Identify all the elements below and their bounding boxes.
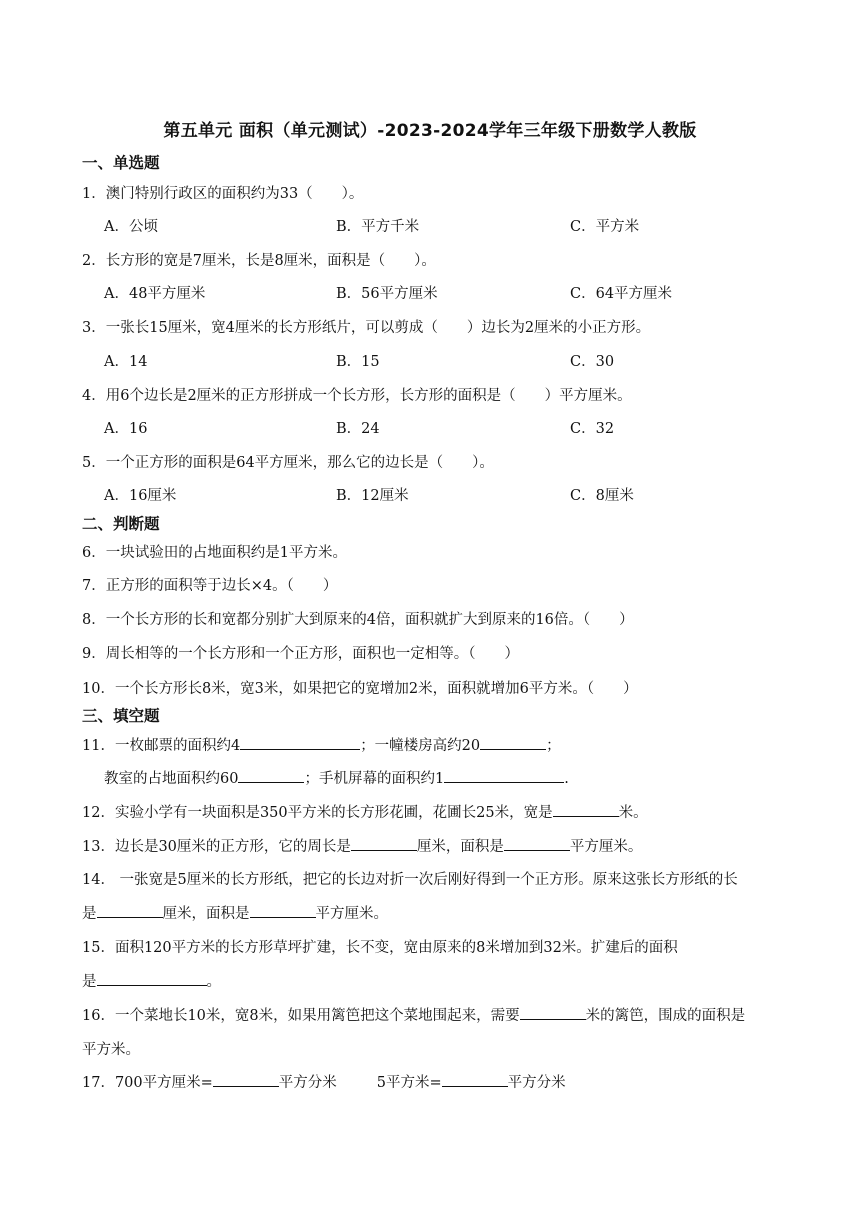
question-15-text: 。: [206, 974, 221, 990]
question-7: 7．正方形的面积等于边长×4。（ ）: [82, 578, 338, 594]
section-heading-judge: 二、判断题: [82, 515, 160, 533]
option-a: A．14: [104, 354, 148, 370]
answer-blank[interactable]: [213, 1071, 279, 1087]
question-16-line-2: 平方米。: [82, 1042, 140, 1058]
option-b: B．平方千米: [336, 219, 420, 235]
question-11-line-1: [82, 734, 561, 755]
section-heading-fill: 三、填空题: [82, 707, 160, 725]
question-8: 8．一个长方形的长和宽都分别扩大到原来的4倍，面积就扩大到原来的16倍。（ ）: [82, 612, 634, 628]
question-4-options: [104, 417, 804, 437]
question-11-text: 教室的占地面积约60: [104, 771, 239, 787]
question-16-text: 16．一个菜地长10米，宽8米，如果用篱笆把这个菜地围起来，需要: [82, 1008, 520, 1024]
answer-blank[interactable]: [444, 767, 564, 783]
option-a: A．16: [104, 421, 148, 437]
answer-blank[interactable]: [240, 734, 360, 750]
question-11-text: ；手机屏幕的面积约1: [304, 771, 445, 787]
question-3-options: [104, 350, 804, 370]
question-1-options: [104, 215, 804, 235]
question-4: 4．用6个边长是2厘米的正方形拼成一个长方形，长方形的面积是（ ）平方厘米。: [82, 388, 632, 404]
question-15-line-1: 15．面积120平方米的长方形草坪扩建，长不变，宽由原来的8米增加到32米。扩建后的面积: [82, 940, 678, 956]
question-1: 1．澳门特别行政区的面积约为33（ ）。: [82, 186, 364, 202]
question-15-text: 是: [82, 974, 97, 990]
answer-blank[interactable]: [97, 970, 207, 986]
question-2: 2．长方形的宽是7厘米，长是8厘米，面积是（ ）。: [82, 253, 436, 269]
question-16-line-1: [82, 1004, 745, 1025]
question-14-text: 是: [82, 906, 97, 922]
question-14-line-2: [82, 902, 388, 923]
option-c: C．32: [570, 421, 615, 437]
option-b: B．12厘米: [336, 488, 409, 504]
option-c: C．平方米: [570, 219, 640, 235]
answer-blank[interactable]: [442, 1071, 508, 1087]
question-11-text: ；一幢楼房高约20: [360, 738, 481, 754]
option-b: B．15: [336, 354, 380, 370]
question-11-line-2: [104, 767, 569, 788]
page-title: 第五单元 面积（单元测试）-2023-2024学年三年级下册数学人教版: [163, 121, 697, 141]
question-10: 10．一个长方形长8米，宽3米，如果把它的宽增加2米，面积就增加6平方米。（ ）: [82, 681, 638, 697]
question-11-text: ；: [546, 738, 561, 754]
answer-blank[interactable]: [553, 801, 619, 817]
question-16-text: 米的篱笆，围成的面积是: [585, 1008, 746, 1024]
option-a: A．48平方厘米: [104, 286, 206, 302]
question-17-text: 5平方米=: [376, 1075, 442, 1091]
question-12-text: 12．实验小学有一块面积是350平方米的长方形花圃，花圃长25米，宽是: [82, 805, 553, 821]
question-17-text: 平方分米: [507, 1075, 566, 1091]
question-5: 5．一个正方形的面积是64平方厘米，那么它的边长是（ ）。: [82, 455, 494, 471]
answer-blank[interactable]: [351, 835, 417, 851]
answer-blank[interactable]: [250, 902, 316, 918]
question-3: 3．一张长15厘米，宽4厘米的长方形纸片，可以剪成（ ）边长为2厘米的小正方形。: [82, 320, 651, 336]
option-a: A．公顷: [104, 219, 158, 235]
option-c: C．64平方厘米: [570, 286, 673, 302]
option-b: B．24: [336, 421, 380, 437]
question-11-text: .: [564, 771, 569, 787]
question-5-options: [104, 484, 804, 504]
option-a: A．16厘米: [104, 488, 177, 504]
question-14-text: 平方厘米。: [315, 906, 388, 922]
question-14-text: 厘米，面积是: [162, 906, 250, 922]
question-15-line-2: [82, 970, 221, 991]
question-14-line-1: 14． 一张宽是5厘米的长方形纸，把它的长边对折一次后刚好得到一个正方形。原来这张长方形纸的长: [82, 872, 738, 888]
question-12-text: 米。: [618, 805, 648, 821]
question-17-text: 平方分米: [278, 1075, 337, 1091]
question-6: 6．一块试验田的占地面积约是1平方米。: [82, 545, 347, 561]
answer-blank[interactable]: [97, 902, 163, 918]
question-17-text: 17．700平方厘米=: [82, 1075, 213, 1091]
option-c: C．8厘米: [570, 488, 634, 504]
question-17: [82, 1071, 566, 1092]
question-9: 9．周长相等的一个长方形和一个正方形，面积也一定相等。（ ）: [82, 646, 519, 662]
answer-blank[interactable]: [480, 734, 546, 750]
answer-blank[interactable]: [520, 1004, 586, 1020]
section-heading-single-choice: 一、单选题: [82, 154, 160, 172]
option-c: C．30: [570, 354, 615, 370]
question-13: [82, 835, 642, 856]
question-13-text: 13．边长是30厘米的正方形，它的周长是: [82, 839, 351, 855]
answer-blank[interactable]: [238, 767, 304, 783]
option-b: B．56平方厘米: [336, 286, 438, 302]
question-13-text: 平方厘米。: [569, 839, 643, 855]
question-2-options: [104, 282, 804, 302]
question-13-text: 厘米，面积是: [416, 839, 504, 855]
question-11-text: 11．一枚邮票的面积约4: [82, 738, 241, 754]
answer-blank[interactable]: [504, 835, 570, 851]
question-12: [82, 801, 648, 822]
